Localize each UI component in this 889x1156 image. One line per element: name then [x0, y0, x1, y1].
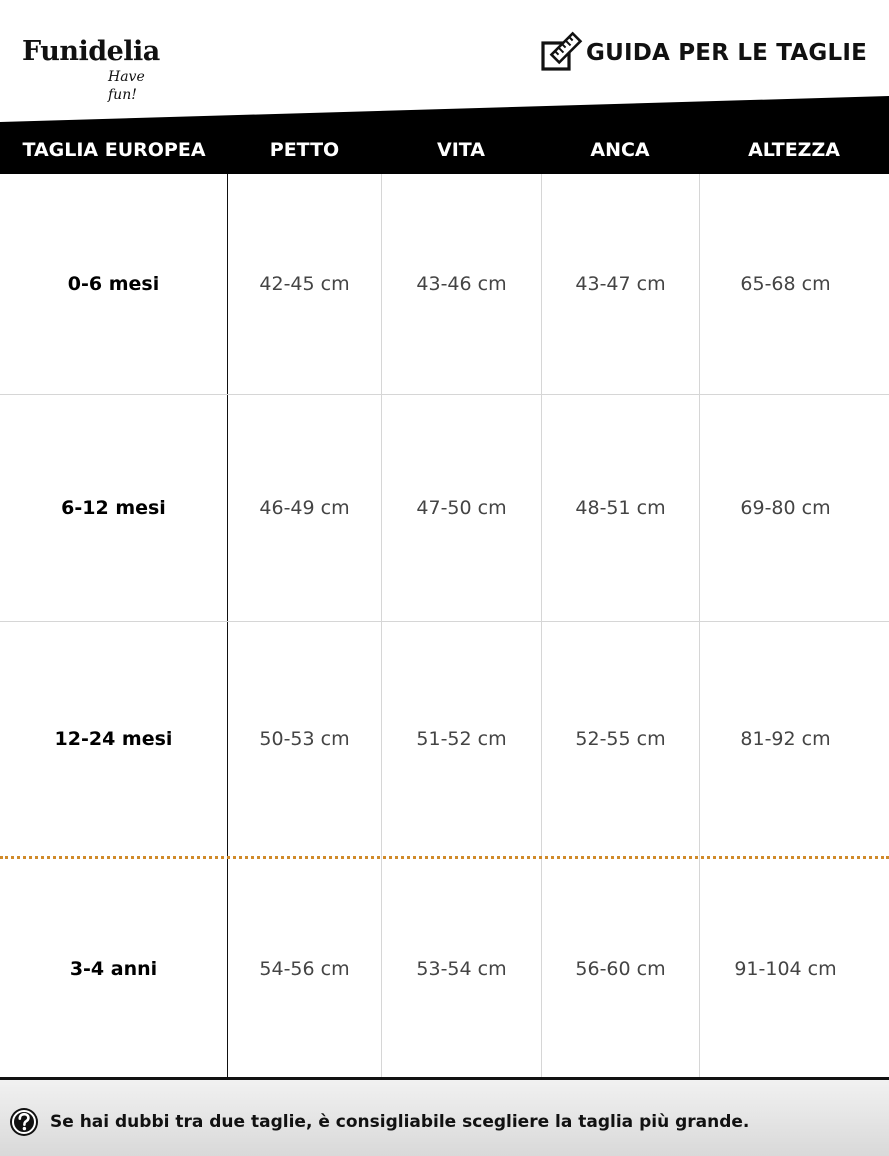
- size-cell: 3-4 anni: [69, 957, 158, 980]
- table-row: [0, 622, 889, 856]
- footer-note-bar: [0, 1077, 889, 1156]
- size-cell: 6-12 mesi: [61, 497, 166, 519]
- header-waist: VITA: [437, 139, 485, 161]
- header-chest: PETTO: [269, 139, 340, 161]
- height-cell: 69-80 cm: [740, 497, 831, 519]
- size-cell: 12-24 mesi: [54, 728, 173, 750]
- table-header: [0, 96, 889, 174]
- table-row: [0, 859, 889, 1078]
- hip-cell: 48-51 cm: [575, 497, 666, 519]
- header-size: TAGLIA EUROPEA: [22, 139, 206, 161]
- chest-cell: 46-49 cm: [259, 497, 350, 519]
- chest-cell: 42-45 cm: [259, 273, 350, 295]
- table-row: [0, 395, 889, 621]
- waist-cell: 53-54 cm: [416, 957, 507, 980]
- waist-cell: 43-46 cm: [416, 273, 507, 295]
- chest-cell: 54-56 cm: [259, 957, 350, 980]
- size-cell: 0-6 mesi: [67, 273, 160, 295]
- size-table: [0, 174, 889, 1078]
- header-hip: ANCA: [590, 139, 650, 161]
- brand-logo[interactable]: [22, 34, 172, 103]
- waist-cell: 51-52 cm: [416, 728, 507, 750]
- hip-cell: 43-47 cm: [575, 273, 666, 295]
- table-row: [0, 174, 889, 394]
- height-cell: 65-68 cm: [740, 273, 831, 295]
- header-height: ALTEZZA: [748, 139, 840, 161]
- guide-title: GUIDA PER LE TAGLIE: [586, 40, 867, 66]
- question-circle-icon: [9, 1107, 39, 1137]
- size-guide-heading: [540, 28, 867, 78]
- chest-cell: 50-53 cm: [259, 728, 350, 750]
- brand-tagline: Have fun!: [108, 69, 145, 103]
- hip-cell: 52-55 cm: [575, 728, 666, 750]
- brand-name: Funidelia: [22, 36, 160, 67]
- ruler-pencil-icon: [540, 31, 584, 75]
- hip-cell: 56-60 cm: [575, 957, 666, 980]
- height-cell: 91-104 cm: [734, 957, 837, 980]
- footer-note: Se hai dubbi tra due taglie, è consigliabile scegliere la taglia più grande.: [50, 1112, 750, 1132]
- waist-cell: 47-50 cm: [416, 497, 507, 519]
- height-cell: 81-92 cm: [740, 728, 831, 750]
